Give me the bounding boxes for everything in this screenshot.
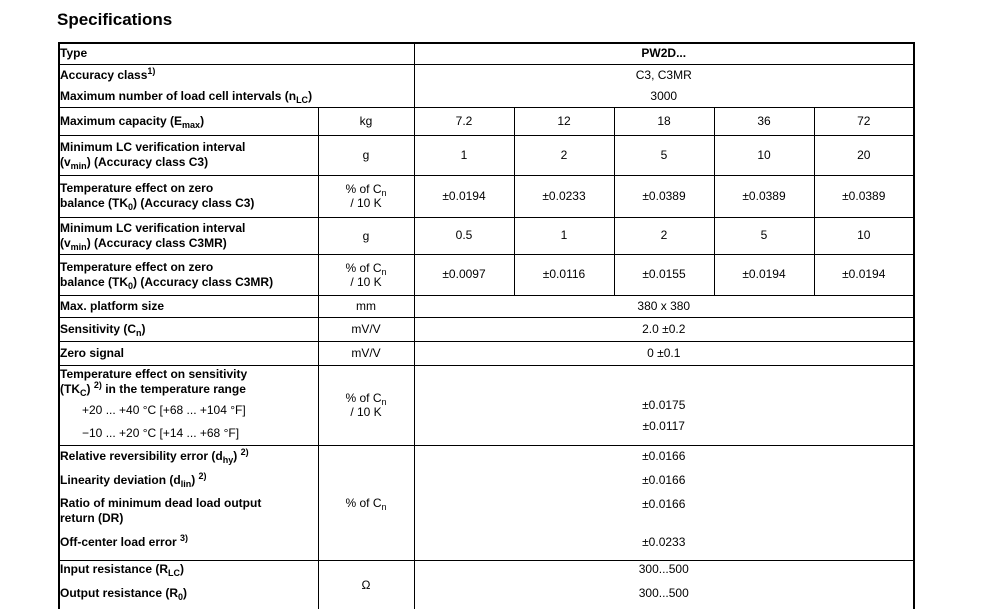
value-cell <box>414 64 914 107</box>
value-cell: ±0.0155 <box>614 254 714 295</box>
row-platform-size <box>59 295 914 317</box>
unit-cell: % of $C_n$ / 10 K <box>318 365 414 445</box>
row-min-interval-c3 <box>59 135 914 175</box>
row-accuracy-and-intervals <box>59 64 914 107</box>
value-cell: 2 <box>614 217 714 254</box>
load-cell-intervals-value: 3000 <box>650 88 678 103</box>
unit-cell: mV/V <box>318 317 414 341</box>
value-cell: ±0.0175 ±0.0117 <box>414 365 914 445</box>
unit-cell: g <box>318 135 414 175</box>
error-label: Ratio of minimum dead load output return (DR) <box>60 495 262 525</box>
value-cell: 5 <box>714 217 814 254</box>
value-cell: ±0.0389 <box>814 175 914 217</box>
temperature-range-line: +20 ... +40 °C [+68 ... +104 °F] <box>82 403 246 417</box>
accuracy-class-value: C3, C3MR <box>635 67 692 82</box>
specifications-table <box>58 42 915 609</box>
row-label: Max. platform size <box>59 295 318 317</box>
value-cell: 7.2 <box>414 107 514 135</box>
value-cell: 12 <box>514 107 614 135</box>
value-cell: 1 <box>514 217 614 254</box>
unit-cell: kg <box>318 107 414 135</box>
row-label: Minimum LC verification interval $(v_{min})$ (Accuracy class C3MR) <box>59 217 318 254</box>
value-cell: 0 ±0.1 <box>414 341 914 365</box>
row-resistance <box>59 560 914 609</box>
row-label: Sensitivity $(C_n)$ <box>59 317 318 341</box>
load-cell-intervals-label: Maximum number of load cell intervals $(n_{LC})$ <box>60 88 313 105</box>
input-resistance-label: Input resistance $(R_{LC})$ <box>60 561 185 578</box>
value-cell: 36 <box>714 107 814 135</box>
row-tkc-sensitivity <box>59 365 914 445</box>
row-min-interval-c3mr <box>59 217 914 254</box>
value-cell: 2.0 ±0.2 <box>414 317 914 341</box>
value-cell: ±0.0166 ±0.0166 ±0.0166 ±0.0233 <box>414 445 914 560</box>
row-zero-signal <box>59 341 914 365</box>
row-label: Temperature effect on zero balance $(TK_0)$ (Accuracy class C3) <box>59 175 318 217</box>
row-label: Temperature effect on zero balance $(TK_0)$ (Accuracy class C3MR) <box>59 254 318 295</box>
value-cell: ±0.0194 <box>814 254 914 295</box>
value-cell: 1 <box>414 135 514 175</box>
row-label <box>59 445 318 560</box>
value-cell: ±0.0194 <box>714 254 814 295</box>
error-label: Relative reversibility error $(d_{hy})$ $^{2)}$ <box>60 446 249 465</box>
value-cell: ±0.0097 <box>414 254 514 295</box>
row-label <box>59 560 318 609</box>
row-tk0-c3 <box>59 175 914 217</box>
value-cell: ±0.0233 <box>514 175 614 217</box>
row-tk0-c3mr <box>59 254 914 295</box>
value-cell: 72 <box>814 107 914 135</box>
row-max-capacity <box>59 107 914 135</box>
row-label: Minimum LC verification interval $(v_{min})$ (Accuracy class C3) <box>59 135 318 175</box>
value-cell: ±0.0389 <box>614 175 714 217</box>
value-cell: 2 <box>514 135 614 175</box>
page-title: Specifications <box>57 10 173 29</box>
row-label <box>59 64 414 107</box>
accuracy-class-label: Accuracy class$^{1)}$ <box>60 65 156 82</box>
value-cell: 380 x 380 <box>414 295 914 317</box>
unit-cell: % of $C_n$ / 10 K <box>318 254 414 295</box>
row-sensitivity <box>59 317 914 341</box>
value-cell: 10 <box>714 135 814 175</box>
value-cell: 18 <box>614 107 714 135</box>
value-cell: 20 <box>814 135 914 175</box>
row-label: Maximum capacity $(E_{max})$ <box>59 107 318 135</box>
value-cell: 300...500 300...500 <box>414 560 914 609</box>
value-cell: 0.5 <box>414 217 514 254</box>
unit-cell: g <box>318 217 414 254</box>
value-cell: ±0.0194 <box>414 175 514 217</box>
value-cell: 5 <box>614 135 714 175</box>
unit-cell: mm <box>318 295 414 317</box>
error-label: Off-center load error $^{3)}$ <box>60 532 189 549</box>
value-cell: 10 <box>814 217 914 254</box>
unit-cell: % of $C_n$ / 10 K <box>318 175 414 217</box>
value-cell: ±0.0116 <box>514 254 614 295</box>
row-type <box>59 43 914 64</box>
row-label: Temperature effect on sensitivity $(TK_C)$ $^{2)}$ in the temperature range +20 ... +40 °C [+68 ... +104 °F] −10 ... +20 °C [+14 ... +68 °F] <box>59 365 318 445</box>
unit-cell: mV/V <box>318 341 414 365</box>
temperature-range-line: −10 ... +20 °C [+14 ... +68 °F] <box>82 426 240 440</box>
unit-cell: % of $C_n$ <box>318 445 414 560</box>
row-label: Zero signal <box>59 341 318 365</box>
error-label: Linearity deviation $(d_{lin})$ $^{2)}$ <box>60 470 207 489</box>
row-label: Type <box>59 43 414 64</box>
unit-cell: Ω <box>318 560 414 609</box>
value-cell: PW2D... <box>414 43 914 64</box>
output-resistance-label: Output resistance $(R_0)$ <box>60 585 188 602</box>
value-cell: ±0.0389 <box>714 175 814 217</box>
row-error-block <box>59 445 914 560</box>
